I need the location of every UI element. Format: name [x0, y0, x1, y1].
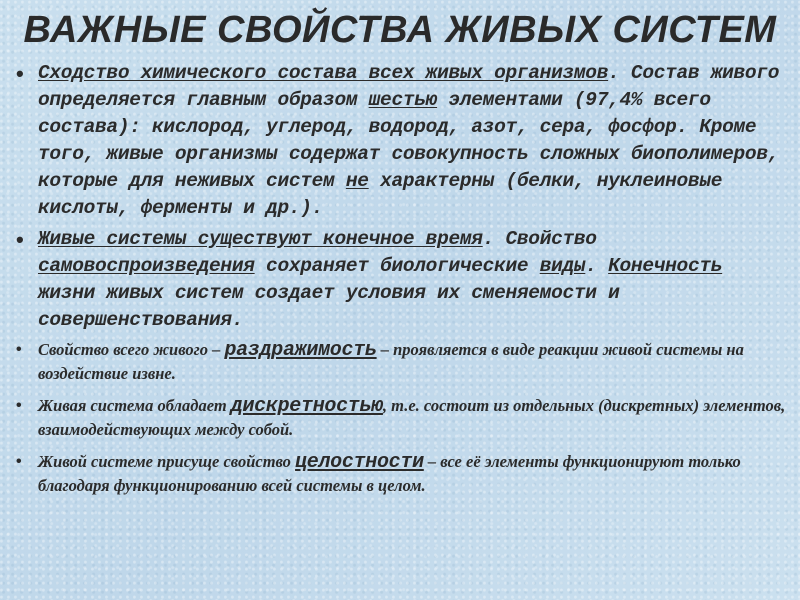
bullet-chemical-composition [14, 60, 788, 222]
bullet-emphasis: самовоспроизведения [38, 255, 255, 277]
bullet-text: . [585, 255, 609, 277]
bullet-text: элементами (97,4% всего состава): кислород, углерод, водород, азот, сера, фосфор. Кроме того, живые организмы содержат совокупность сложных биополимеров, которые для неживых систем [38, 89, 780, 192]
bullet-irritability [14, 338, 788, 385]
bullet-text: – все её элементы функционируют только благодаря функционированию всей системы в целом. [38, 452, 741, 495]
bullet-emphasis: Конечность [608, 255, 723, 277]
bullet-text: характерны (белки, нуклеиновые кислоты, ферменты и др.). [38, 170, 723, 219]
bullet-discreteness [14, 394, 788, 441]
bullet-marker: • [16, 341, 22, 358]
bullet-text: . Свойство [482, 228, 597, 250]
bullet-text: . Состав живого определяется главным образом [38, 62, 780, 111]
bullet-text: жизни живых систем создает условия их сменяемости и совершенствования. [38, 282, 620, 331]
bullet-marker: • [16, 453, 22, 470]
slide-title: ВАЖНЫЕ СВОЙСТВА ЖИВЫХ СИСТЕМ [23, 9, 777, 51]
bullet-text: – проявляется в виде реакции живой системы на воздействие извне. [38, 340, 744, 383]
bullet-text: сохраняет биологические [254, 255, 540, 277]
bullet-text: Живой системе присуще свойство [38, 452, 296, 471]
bullet-text: , т.е. состоит из отдельных (дискретных) элементов, взаимодействующих между собой. [38, 396, 786, 439]
bullet-text: Свойство всего живого – [38, 340, 225, 359]
bullet-heading: Живые системы существуют конечное время [38, 228, 483, 250]
bullet-heading: Сходство химического состава всех живых организмов [38, 62, 609, 84]
bullet-list [14, 60, 788, 506]
bullet-term: дискретностью [230, 395, 383, 418]
bullet-term: целостности [295, 451, 424, 474]
bullet-finite-time [14, 226, 788, 334]
bullet-emphasis: виды [539, 255, 586, 277]
bullet-text: Живая система обладает [38, 396, 231, 415]
bullet-emphasis: шестью [368, 89, 438, 111]
bullet-term: раздражимость [224, 339, 377, 362]
bullet-emphasis: не [345, 170, 369, 192]
bullet-marker: • [16, 61, 24, 86]
bullet-integrity [14, 450, 788, 497]
bullet-marker: • [16, 227, 24, 252]
bullet-marker: • [16, 397, 22, 414]
